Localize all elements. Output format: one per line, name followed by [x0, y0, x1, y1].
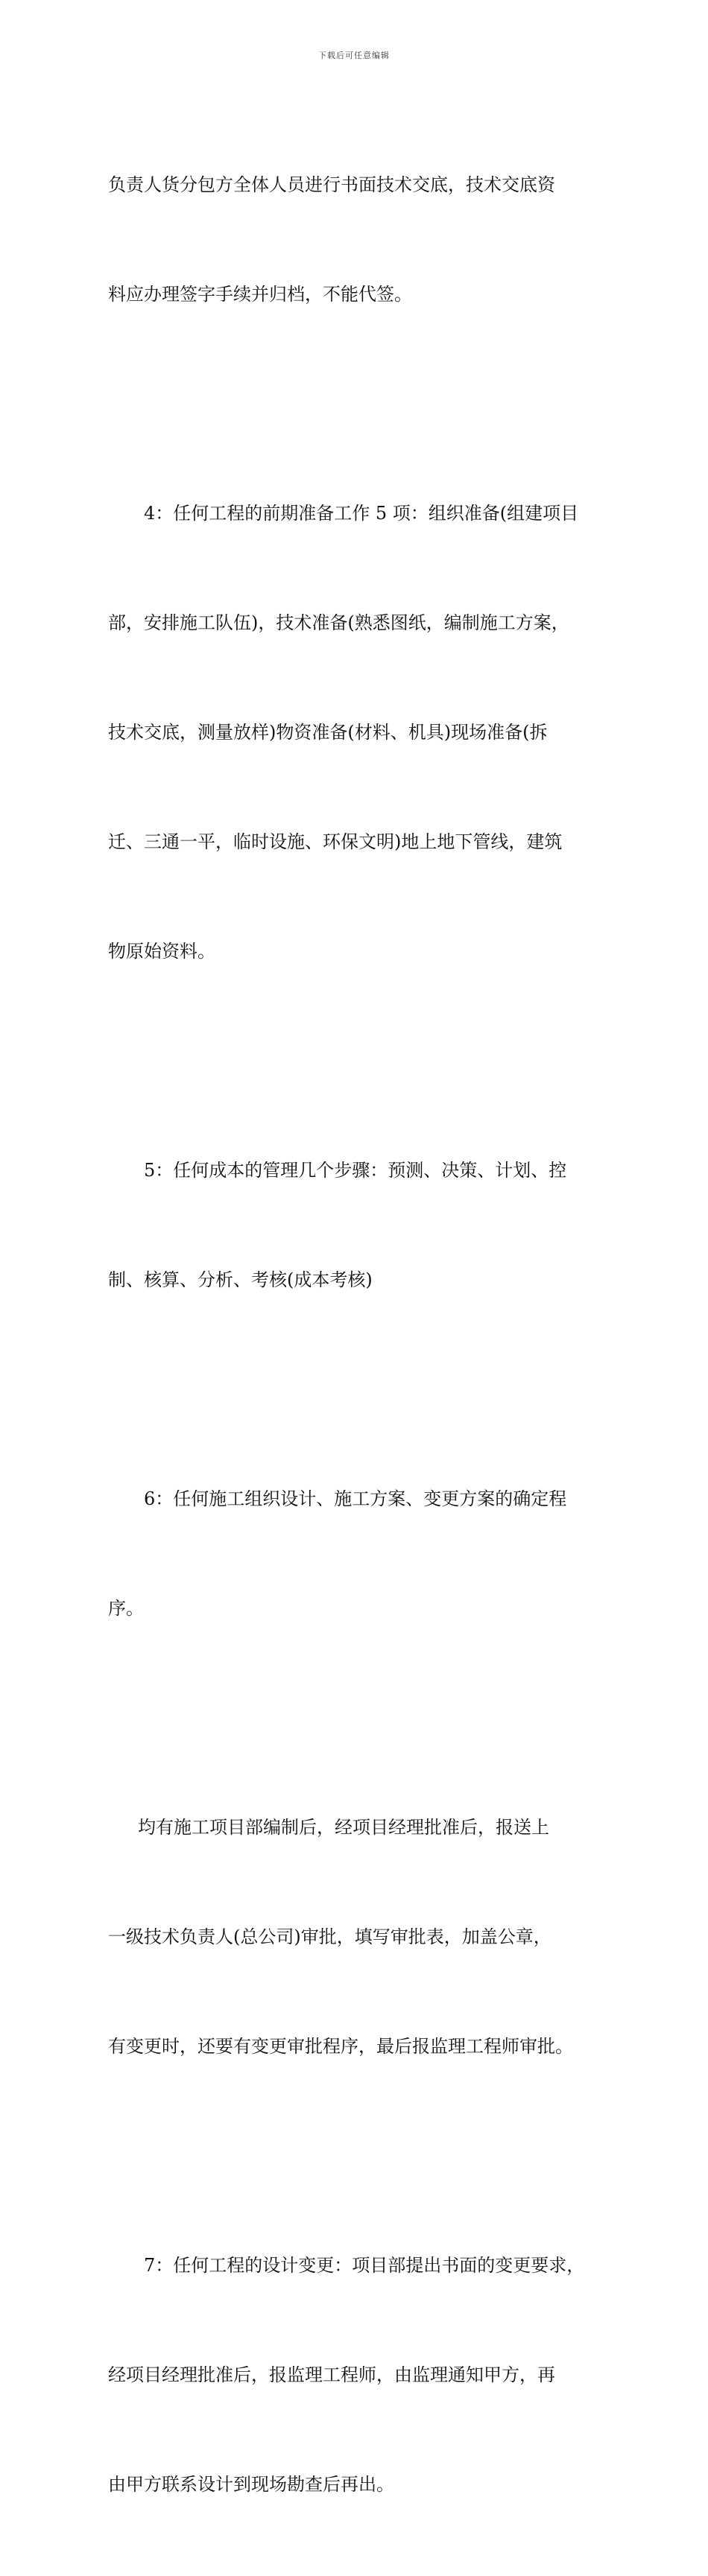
page-header: 下载后可任意编辑: [318, 51, 390, 60]
text-line: 部，安排施工队伍)，技术准备(熟悉图纸，编制施工方案，: [108, 612, 569, 633]
paragraph-spacer: [108, 1371, 615, 1408]
text-line: 序。: [108, 1598, 144, 1619]
text-line: 制、核算、分析、考核(成本考核): [108, 1269, 373, 1290]
text-line: 技术交底，测量放样)物资准备(材料、机具)现场准备(拆: [108, 722, 548, 743]
text-line: 均有施工项目部编制后，经项目经理批准后，报送上: [138, 1817, 549, 1838]
paragraph-2: [108, 422, 615, 1043]
paragraph-spacer: [108, 2138, 615, 2174]
text-line: 5：任何成本的管理几个步骤：预测、决策、计划、控: [144, 1160, 567, 1181]
paragraph-1: [108, 94, 615, 386]
text-line: 7：任何工程的设计变更：项目部提出书面的变更要求，: [144, 2255, 585, 2276]
paragraph-6: [108, 2174, 615, 2576]
paragraph-4: [108, 1408, 615, 1700]
text-line: 由甲方联系设计到现场勘查后再出。: [108, 2474, 394, 2495]
paragraph-spacer: [108, 1043, 615, 1079]
text-line: 4：任何工程的前期准备工作 5 项：组织准备(组建项目: [144, 503, 579, 524]
text-line: 6：任何施工组织设计、施工方案、变更方案的确定程: [144, 1488, 567, 1509]
text-line: 负责人货分包方全体人员进行书面技术交底，技术交底资: [108, 174, 555, 195]
paragraph-spacer: [108, 386, 615, 422]
text-line: 料应办理签字手续并归档，不能代签。: [108, 284, 412, 305]
text-line: 一级技术负责人(总公司)审批，填写审批表，加盖公章，: [108, 1926, 551, 1947]
text-line: 有变更时，还要有变更审批程序，最后报监理工程师审批。: [108, 2036, 573, 2057]
paragraph-3: [108, 1079, 615, 1371]
document-body: [108, 94, 615, 2576]
text-line: 迁、三通一平，临时设施、环保文明)地上地下管线，建筑: [108, 831, 563, 852]
paragraph-spacer: [108, 1700, 615, 1736]
text-line: 经项目经理批准后，报监理工程师，由监理通知甲方，再: [108, 2364, 555, 2385]
paragraph-5: [108, 1736, 615, 2138]
text-line: 物原始资料。: [108, 941, 215, 962]
